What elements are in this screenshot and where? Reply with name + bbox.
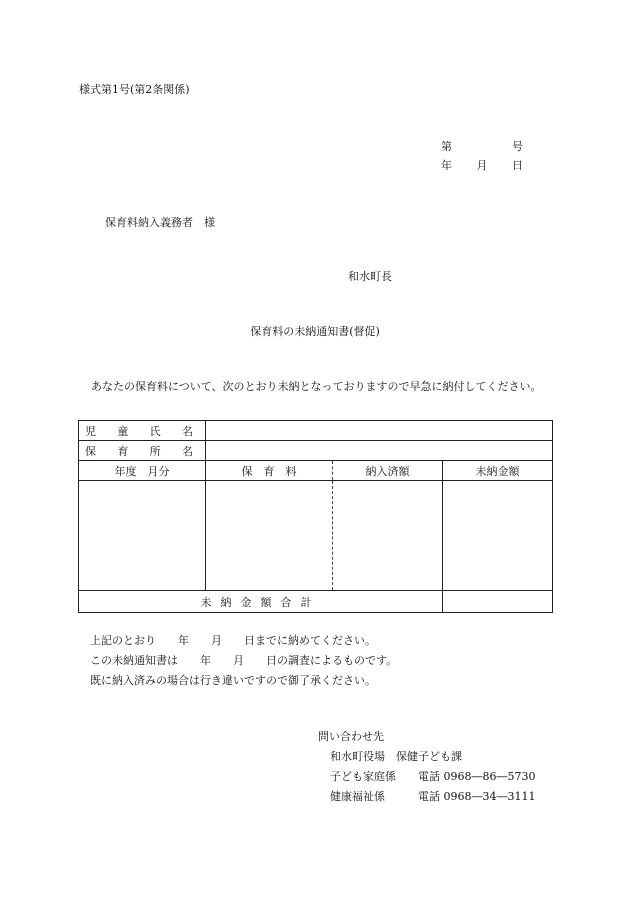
header-fee: 保 育 料: [206, 461, 333, 481]
total-amount-cell[interactable]: [443, 591, 553, 613]
header-unpaid: 未納金額: [443, 461, 553, 481]
document-title: 保育料の未納通知書(督促): [250, 325, 380, 338]
note-deadline: 上記のとおり 年 月 日までに納めてください。: [90, 634, 376, 647]
unpaid-cell[interactable]: [443, 481, 553, 591]
child-name-field[interactable]: [206, 421, 553, 441]
contact-section-welfare: [318, 787, 535, 807]
notes: [90, 631, 397, 691]
nursery-label: 保 育 所 名: [79, 441, 206, 461]
total-row: [79, 591, 553, 613]
entry-row: [79, 481, 553, 591]
date-day: 日: [512, 159, 523, 172]
section-tel: 電話 0968―86―5730: [418, 770, 536, 783]
fiscal-month-cell[interactable]: [79, 481, 206, 591]
nursery-field[interactable]: [206, 441, 553, 461]
contact-info: [318, 727, 535, 807]
contact-office: 和水町役場 保健子ども課: [330, 750, 462, 763]
header-fiscal-month: 年度 月分: [79, 461, 206, 481]
issuer: 和水町長: [348, 270, 392, 283]
header-paid: 納入済額: [333, 461, 443, 481]
note-already-paid: 既に納入済みの場合は行き違いですので御了承ください。: [90, 674, 376, 687]
contact-heading: 問い合わせ先: [318, 730, 384, 743]
paid-cell[interactable]: [333, 481, 443, 591]
section-name: 健康福祉係: [330, 790, 385, 803]
section-tel: 電話 0968―34―3111: [418, 790, 536, 803]
nursery-row: [79, 441, 553, 461]
arrears-table: [78, 420, 553, 613]
fee-cell[interactable]: [206, 481, 333, 591]
addressee: 保育料納入義務者 様: [105, 216, 215, 229]
child-name-row: [79, 421, 553, 441]
doc-number-prefix: 第: [441, 140, 452, 153]
total-label: 未納金額合計: [79, 591, 443, 613]
date-row: [441, 157, 523, 176]
document-number-block: [441, 138, 523, 176]
form-number: 様式第1号(第2条関係): [79, 83, 190, 96]
contact-section-child: [318, 767, 535, 787]
doc-number-suffix: 号: [512, 140, 523, 153]
note-survey-date: この未納通知書は 年 月 日の調査によるものです。: [90, 654, 398, 667]
header-row: [79, 461, 553, 481]
date-year: 年: [441, 159, 452, 172]
document-number-row: [441, 138, 523, 157]
date-month: 月: [476, 159, 488, 172]
intro-text: あなたの保育料について、次のとおり未納となっておりますので早急に納付してください。: [91, 380, 542, 393]
child-name-label: 児 童 氏 名: [79, 421, 206, 441]
section-name: 子ども家庭係: [330, 770, 396, 783]
